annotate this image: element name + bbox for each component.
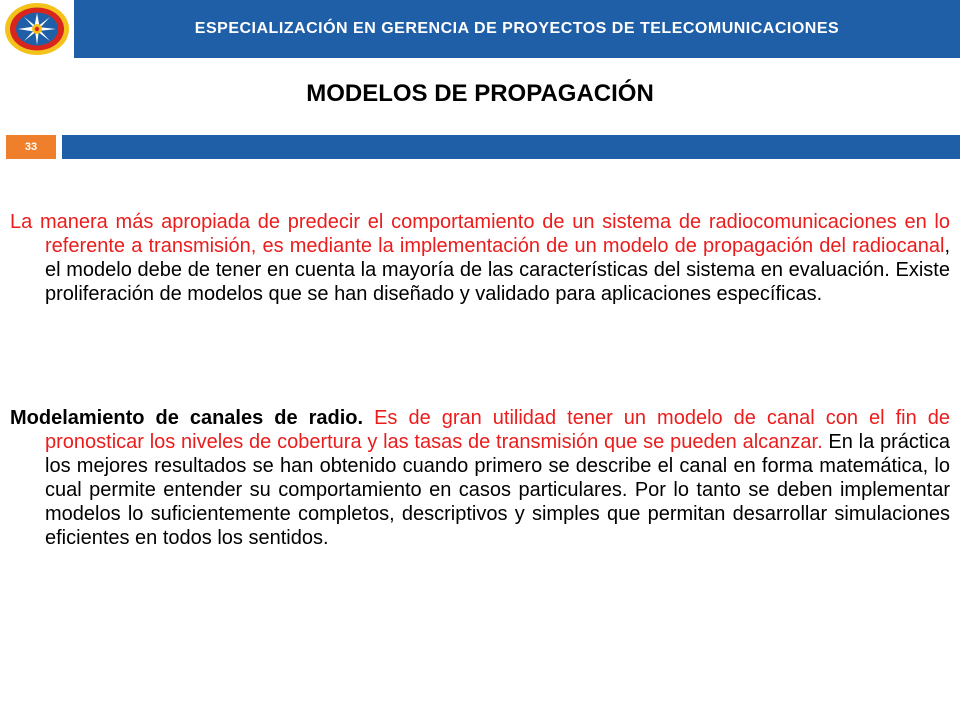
intro-highlight: La manera más apropiada de predecir el comportamiento de un sistema de radiocomunicaciones en lo referente a transmisión, es mediante la implementación de un modelo de propagación del radiocanal [10, 211, 950, 257]
header-bar [74, 0, 960, 58]
channel-heading: Modelamiento de canales de radio. [10, 407, 364, 429]
university-seal-icon [4, 2, 70, 56]
slide-number: 33 [6, 135, 56, 159]
slide-title: MODELOS DE PROPAGACIÓN [306, 80, 654, 107]
paragraph-intro [10, 210, 950, 306]
paragraph-channel-modeling [10, 406, 950, 550]
intro-text: , el modelo debe de tener en cuenta la mayoría de las características del sistema en evaluación. Existe proliferación de modelos que se han diseñado y validado para aplicaciones específicas. [45, 235, 950, 305]
channel-highlight: Es de gran utilidad tener un modelo de canal con el fin de pronosticar los niveles de cobertura y las tasas de transmisión que se pueden alcanzar. [45, 407, 951, 453]
university-logo [0, 0, 74, 58]
divider-bar [62, 135, 960, 159]
program-title: ESPECIALIZACIÓN EN GERENCIA DE PROYECTOS DE TELECOMUNICACIONES [194, 20, 840, 37]
channel-text: En la práctica los mejores resultados se han obtenido cuando primero se describe el canal en forma matemática, lo cual permite entender su comportamiento en casos particulares. Por lo tanto se deben implementar modelos lo suficientemente completos, descriptivos y simples que permitan desarrollar simulaciones eficientes en todos los sentidos. [45, 431, 950, 549]
